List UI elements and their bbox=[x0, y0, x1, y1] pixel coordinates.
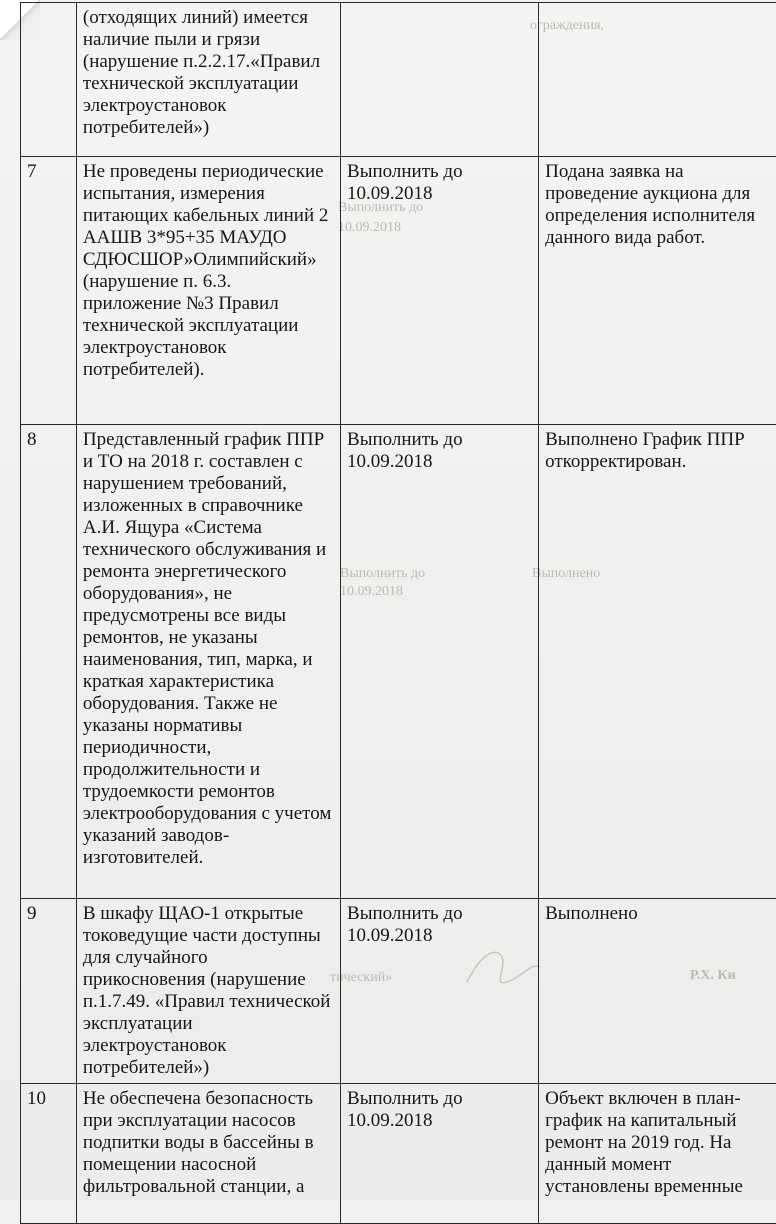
table-row bbox=[21, 1084, 776, 1224]
bleed-text: Р.Х. Ки bbox=[690, 968, 736, 984]
bleed-text: ограждения, bbox=[530, 18, 604, 34]
bleed-text: Выполнить до bbox=[338, 200, 423, 216]
violation-description: (отходящих линий) имеется наличие пыли и грязи (нарушение п.2.2.17.«Правил технической эксплуатации электроустановок потребителей») bbox=[76, 3, 340, 157]
bleed-text: 10.09.2018 bbox=[338, 220, 401, 236]
row-number bbox=[21, 3, 77, 157]
bleed-text: Выполнить до bbox=[340, 566, 425, 582]
violation-description: Представленный график ППР и ТО на 2018 г. составлен с нарушением требований, изложенных в справочнике А.И. Ящура «Система технического обслуживания и ремонта энергетического оборудования», не предусмотрены все виды ремонтов, не указаны наименования, тип, марка, и краткая характеристика оборудования. Также не указаны нормативы периодичности, продолжительности и трудоемкости ремонтов электрооборудования с учетом указаний заводов-изготовителей. bbox=[76, 425, 340, 899]
deadline: Выполнить до 10.09.2018 bbox=[341, 1084, 539, 1224]
completion-status: Подана заявка на проведение аукциона для определения исполнителя данного вида работ. bbox=[539, 157, 776, 425]
row-number: 7 bbox=[21, 157, 77, 425]
completion-status bbox=[539, 3, 776, 157]
table-row bbox=[21, 3, 776, 157]
table-row bbox=[21, 899, 776, 1084]
bleed-text: Выполнено bbox=[532, 566, 600, 582]
row-number: 9 bbox=[21, 899, 77, 1084]
remediation-table bbox=[20, 2, 776, 1224]
deadline: Выполнить до 10.09.2018 bbox=[341, 425, 539, 899]
completion-status: Выполнено График ППР откорректирован. bbox=[539, 425, 776, 899]
table-row bbox=[21, 157, 776, 425]
completion-status: Объект включен в план-график на капитальный ремонт на 2019 год. На данный момент установлены временные bbox=[539, 1084, 776, 1224]
deadline: Выполнить до 10.09.2018 bbox=[341, 157, 539, 425]
row-number: 8 bbox=[21, 425, 77, 899]
violation-description: Не проведены периодические испытания, измерения питающих кабельных линий 2 ААШВ 3*95+35 МАУДО СДЮСШОР»Олимпийский» (нарушение п. 6.3. приложение №3 Правил технической эксплуатации электроустановок потребителей). bbox=[76, 157, 340, 425]
deadline bbox=[341, 3, 539, 157]
bleed-text: тический» bbox=[330, 970, 392, 986]
bleed-text: 10.09.2018 bbox=[340, 584, 403, 600]
violation-description: Не обеспечена безопасность при эксплуатации насосов подпитки воды в бассейны в помещении насосной фильтровальной станции, а bbox=[76, 1084, 340, 1224]
violation-description: В шкафу ЩАО-1 открытые токоведущие части доступны для случайного прикосновения (нарушение п.1.7.49. «Правил технической эксплуатации электроустановок потребителей») bbox=[76, 899, 340, 1084]
deadline: Выполнить до 10.09.2018 bbox=[341, 899, 539, 1084]
row-number: 10 bbox=[21, 1084, 77, 1224]
completion-status: Выполнено bbox=[539, 899, 776, 1084]
table-row bbox=[21, 425, 776, 899]
